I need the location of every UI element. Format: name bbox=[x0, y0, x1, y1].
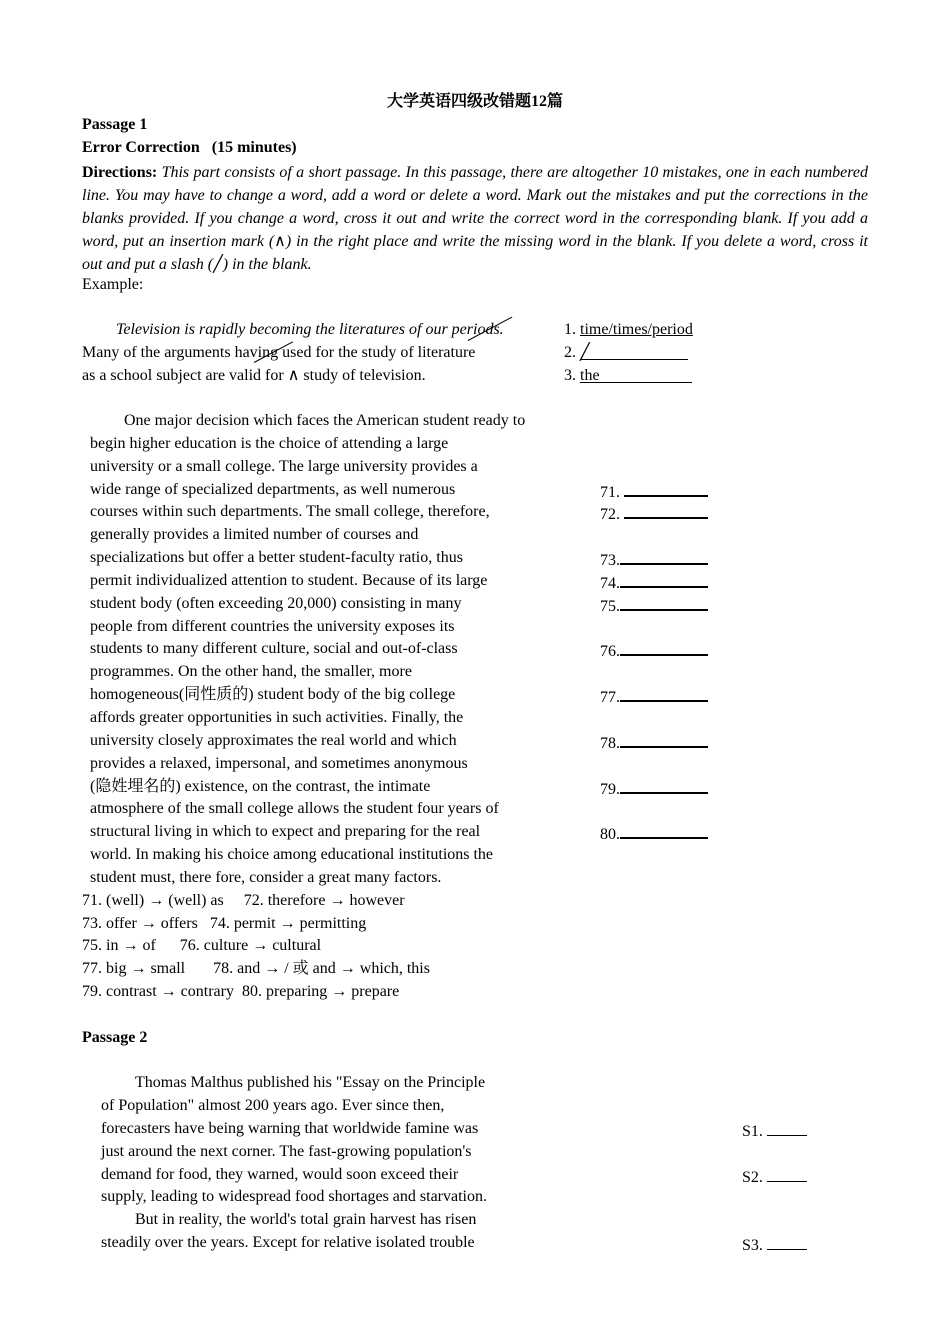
passage-1-line: permit individualized attention to student. Because of its large bbox=[90, 572, 488, 589]
passage-1-line: student body (often exceeding 20,000) consisting in many bbox=[90, 595, 462, 612]
passage-1-line: world. In making his choice among educational institutions the bbox=[90, 846, 494, 863]
answer-blank-s1[interactable] bbox=[742, 1119, 807, 1142]
blank-line bbox=[767, 1119, 807, 1136]
passage-2-line: supply, leading to widespread food shortages and starvation. bbox=[101, 1188, 487, 1205]
example-answer-blank bbox=[580, 343, 688, 360]
document-title: 大学英语四级改错题12篇 bbox=[386, 93, 563, 110]
passage-1-line: structural living in which to expect and preparing for the real bbox=[90, 823, 481, 840]
blank-number: 80. bbox=[600, 826, 620, 843]
passage-1-line: atmosphere of the small college allows the student four years of bbox=[90, 800, 499, 817]
passage-2-line: steadily over the years. Except for relative isolated trouble bbox=[101, 1234, 475, 1251]
example-answer-text: ╱ bbox=[580, 344, 590, 361]
section-heading bbox=[82, 138, 297, 158]
directions-text: This part consists of a short passage. In this passage, there are altogether 10 mistakes, one in each numbered line. You may have to change a word, add a word or delete a word. Mark out the mistakes and put the corrections in the blanks provided. If you change a word, cross it out and write the correct word in the corresponding blank. If you add a word, put an insertion mark (∧) in the right place and write the missing word in the blank. If you delete a word, cross it out and put a slash (╱) in the blank. bbox=[82, 164, 868, 273]
answer-key-line: 77. big → small 78. and → / 或 and → which, this bbox=[82, 960, 430, 977]
directions-paragraph bbox=[82, 161, 868, 276]
example-answer-number: 2. bbox=[564, 344, 576, 361]
answer-blank-s2[interactable] bbox=[742, 1165, 807, 1188]
answer-key-line: 75. in → of 76. culture → cultural bbox=[82, 937, 322, 954]
answer-key-line: 79. contrast → contrary 80. preparing → prepare bbox=[82, 983, 400, 1000]
example-line-3: as a school subject are valid for ∧ study of television. bbox=[82, 367, 426, 384]
example-answer-text: the bbox=[580, 367, 600, 384]
passage-1-line: courses within such departments. The small college, therefore, bbox=[90, 503, 490, 520]
blank-number: 79. bbox=[600, 781, 620, 798]
blank-number: 74. bbox=[600, 575, 620, 592]
blank-number: 77. bbox=[600, 689, 620, 706]
blank-number: 78. bbox=[600, 735, 620, 752]
passage-1-line: begin higher education is the choice of attending a large bbox=[90, 435, 449, 452]
passage-1-line: generally provides a limited number of courses and bbox=[90, 526, 419, 543]
passage-2-heading: Passage 2 bbox=[82, 1029, 148, 1046]
blank-number: S2. bbox=[742, 1169, 763, 1186]
passage-1-line: people from different countries the university exposes its bbox=[90, 618, 455, 635]
blank-line bbox=[767, 1233, 807, 1250]
answer-key-line: 71. (well) → (well) as 72. therefore → however bbox=[82, 892, 405, 909]
passage-1-line: One major decision which faces the American student ready to bbox=[124, 412, 526, 429]
example-answer-number: 1. bbox=[564, 321, 576, 338]
example-answer-number: 3. bbox=[564, 367, 576, 384]
answer-blank-79[interactable] bbox=[600, 777, 708, 800]
passage-1-line: student must, there fore, consider a great many factors. bbox=[90, 869, 442, 886]
passage-1-line: homogeneous(同性质的) student body of the big college bbox=[90, 686, 456, 703]
example-line-1: Television is rapidly becoming the literatures of our periods. bbox=[116, 321, 504, 338]
passage-1-line: wide range of specialized departments, as well numerous bbox=[90, 481, 456, 498]
passage-1-line: affords greater opportunities in such activities. Finally, the bbox=[90, 709, 464, 726]
passage-1-line: university closely approximates the real world and which bbox=[90, 732, 457, 749]
answer-key-line: 73. offer → offers 74. permit → permitting bbox=[82, 915, 367, 932]
passage-2-line: just around the next corner. The fast-growing population's bbox=[101, 1143, 472, 1160]
answer-blank-72[interactable] bbox=[600, 502, 708, 525]
blank-line bbox=[620, 594, 708, 611]
blank-line bbox=[620, 731, 708, 748]
example-answer-2 bbox=[564, 343, 688, 363]
answer-blank-s3[interactable] bbox=[742, 1233, 807, 1256]
answer-blank-74[interactable] bbox=[600, 571, 708, 594]
blank-line bbox=[620, 639, 708, 656]
passage-1-line: university or a small college. The large university provides a bbox=[90, 458, 478, 475]
blank-line bbox=[620, 571, 708, 588]
blank-number: 75. bbox=[600, 598, 620, 615]
blank-line bbox=[620, 822, 708, 839]
blank-line bbox=[620, 777, 708, 794]
answer-blank-75[interactable] bbox=[600, 594, 708, 617]
passage-1-line: students to many different culture, social and out-of-class bbox=[90, 640, 458, 657]
example-answer-text: time/times/period bbox=[580, 321, 693, 338]
example-line-2: Many of the arguments having used for the study of literature bbox=[82, 344, 476, 361]
blank-line bbox=[767, 1165, 807, 1182]
blank-line bbox=[624, 480, 708, 497]
blank-number: 72. bbox=[600, 506, 620, 523]
passage-2-line: demand for food, they warned, would soon exceed their bbox=[101, 1166, 459, 1183]
passage-1-line: programmes. On the other hand, the smaller, more bbox=[90, 663, 412, 680]
passage-1-line: provides a relaxed, impersonal, and sometimes anonymous bbox=[90, 755, 468, 772]
answer-blank-78[interactable] bbox=[600, 731, 708, 754]
answer-blank-73[interactable] bbox=[600, 548, 708, 571]
blank-line bbox=[620, 685, 708, 702]
blank-number: S3. bbox=[742, 1237, 763, 1254]
answer-blank-80[interactable] bbox=[600, 822, 708, 845]
passage-1-heading: Passage 1 bbox=[82, 116, 148, 133]
blank-number: S1. bbox=[742, 1123, 763, 1140]
passage-2-line: forecasters have being warning that worldwide famine was bbox=[101, 1120, 479, 1137]
answer-blank-76[interactable] bbox=[600, 639, 708, 662]
passage-2-line: But in reality, the world's total grain harvest has risen bbox=[135, 1211, 477, 1228]
answer-blank-71[interactable] bbox=[600, 480, 708, 503]
blank-number: 71. bbox=[600, 484, 620, 501]
example-answer-3 bbox=[564, 366, 692, 386]
blank-number: 73. bbox=[600, 552, 620, 569]
answer-blank-77[interactable] bbox=[600, 685, 708, 708]
blank-line bbox=[624, 502, 708, 519]
passage-2-line: of Population" almost 200 years ago. Ever since then, bbox=[101, 1097, 445, 1114]
example-answer-1 bbox=[564, 320, 693, 340]
section-duration: (15 minutes) bbox=[211, 139, 297, 156]
passage-1-line: (隐姓埋名的) existence, on the contrast, the intimate bbox=[90, 778, 431, 795]
blank-line bbox=[620, 548, 708, 565]
example-answer-blank bbox=[580, 366, 692, 383]
passage-1-line: specializations but offer a better student-faculty ratio, thus bbox=[90, 549, 463, 566]
directions-label: Directions: bbox=[82, 164, 158, 181]
example-label: Example: bbox=[82, 276, 144, 293]
section-title: Error Correction bbox=[82, 139, 200, 156]
blank-number: 76. bbox=[600, 643, 620, 660]
passage-2-line: Thomas Malthus published his "Essay on the Principle bbox=[135, 1074, 486, 1091]
